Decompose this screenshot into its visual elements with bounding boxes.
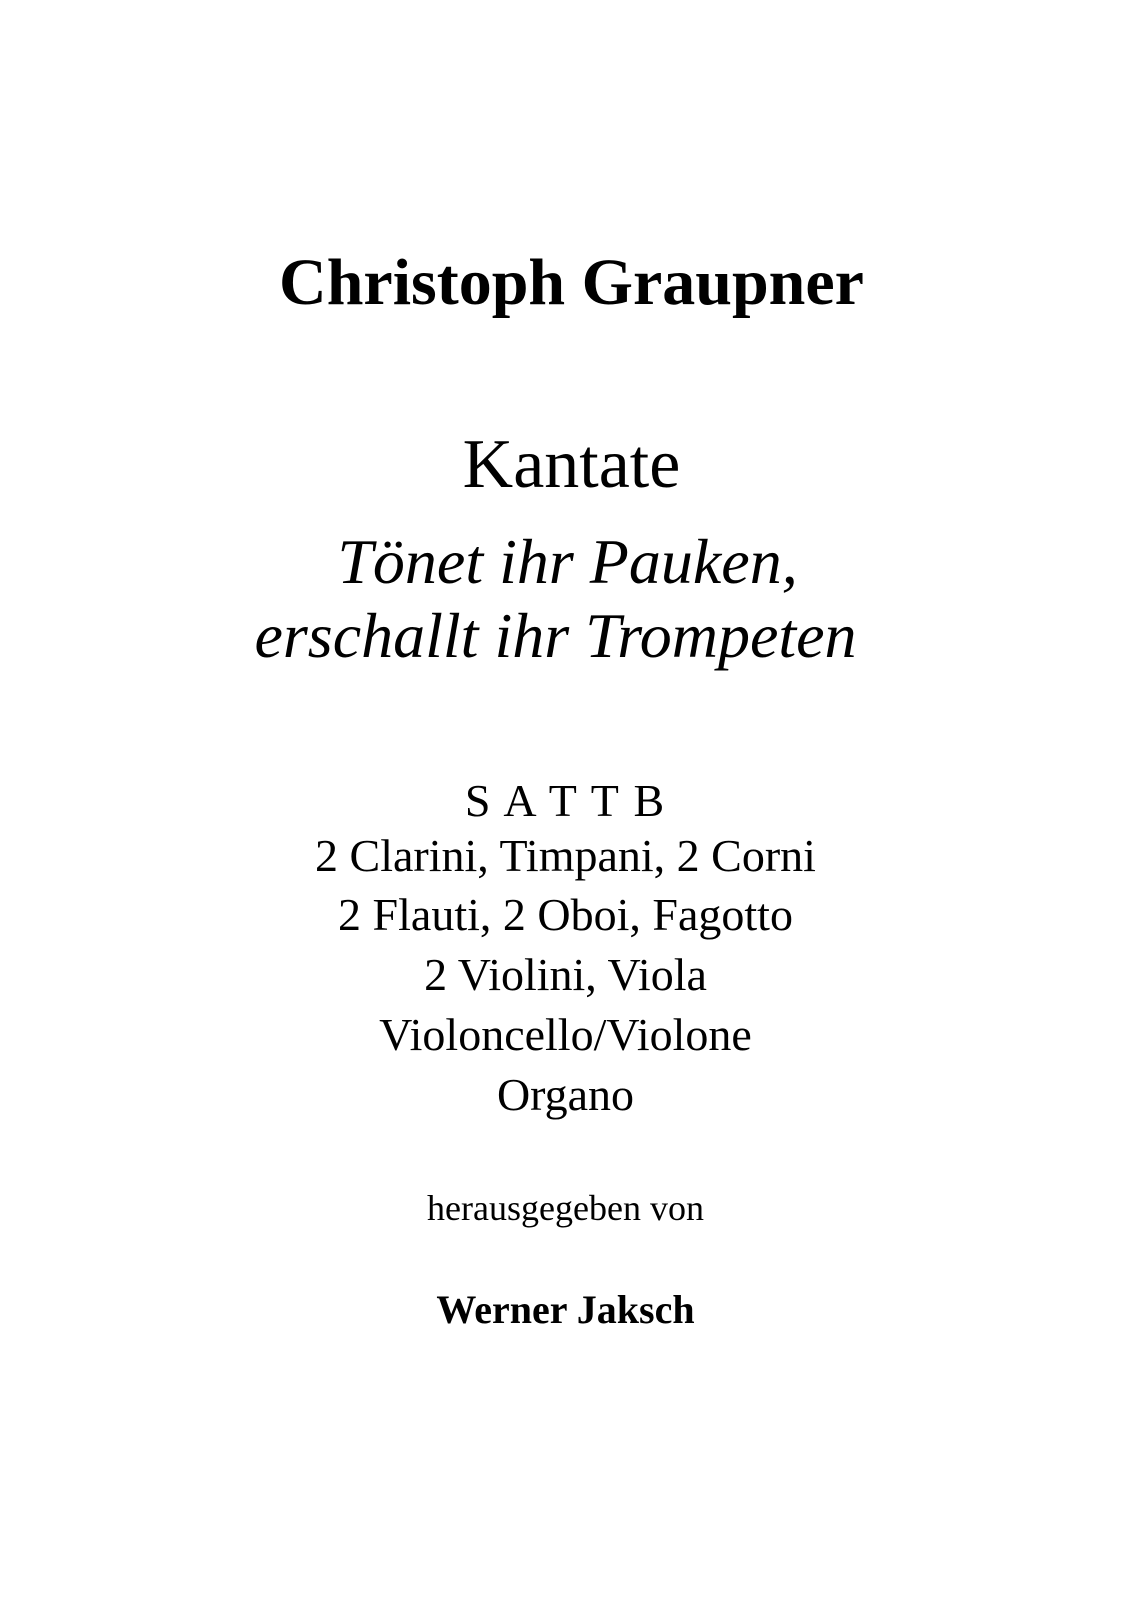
composer-name: Christoph Graupner xyxy=(279,246,864,319)
instrumentation-line: 2 Flauti, 2 Oboi, Fagotto xyxy=(338,889,793,940)
work-title-line-2: erschallt ihr Trompeten xyxy=(254,600,857,671)
work-title-line-1: Tönet ihr Pauken, xyxy=(337,526,798,597)
instrumentation-line: 2 Clarini, Timpani, 2 Corni xyxy=(315,830,816,881)
voices-scoring: S A T T B xyxy=(464,775,667,826)
instrumentation-line: Organo xyxy=(496,1069,635,1120)
editor-label: herausgegeben von xyxy=(427,1188,704,1228)
work-type-heading: Kantate xyxy=(462,426,681,503)
instrumentation-line: Violoncello/Violone xyxy=(379,1009,752,1060)
editor-name: Werner Jaksch xyxy=(436,1287,695,1332)
instrumentation-line: 2 Violini, Viola xyxy=(424,949,707,1000)
